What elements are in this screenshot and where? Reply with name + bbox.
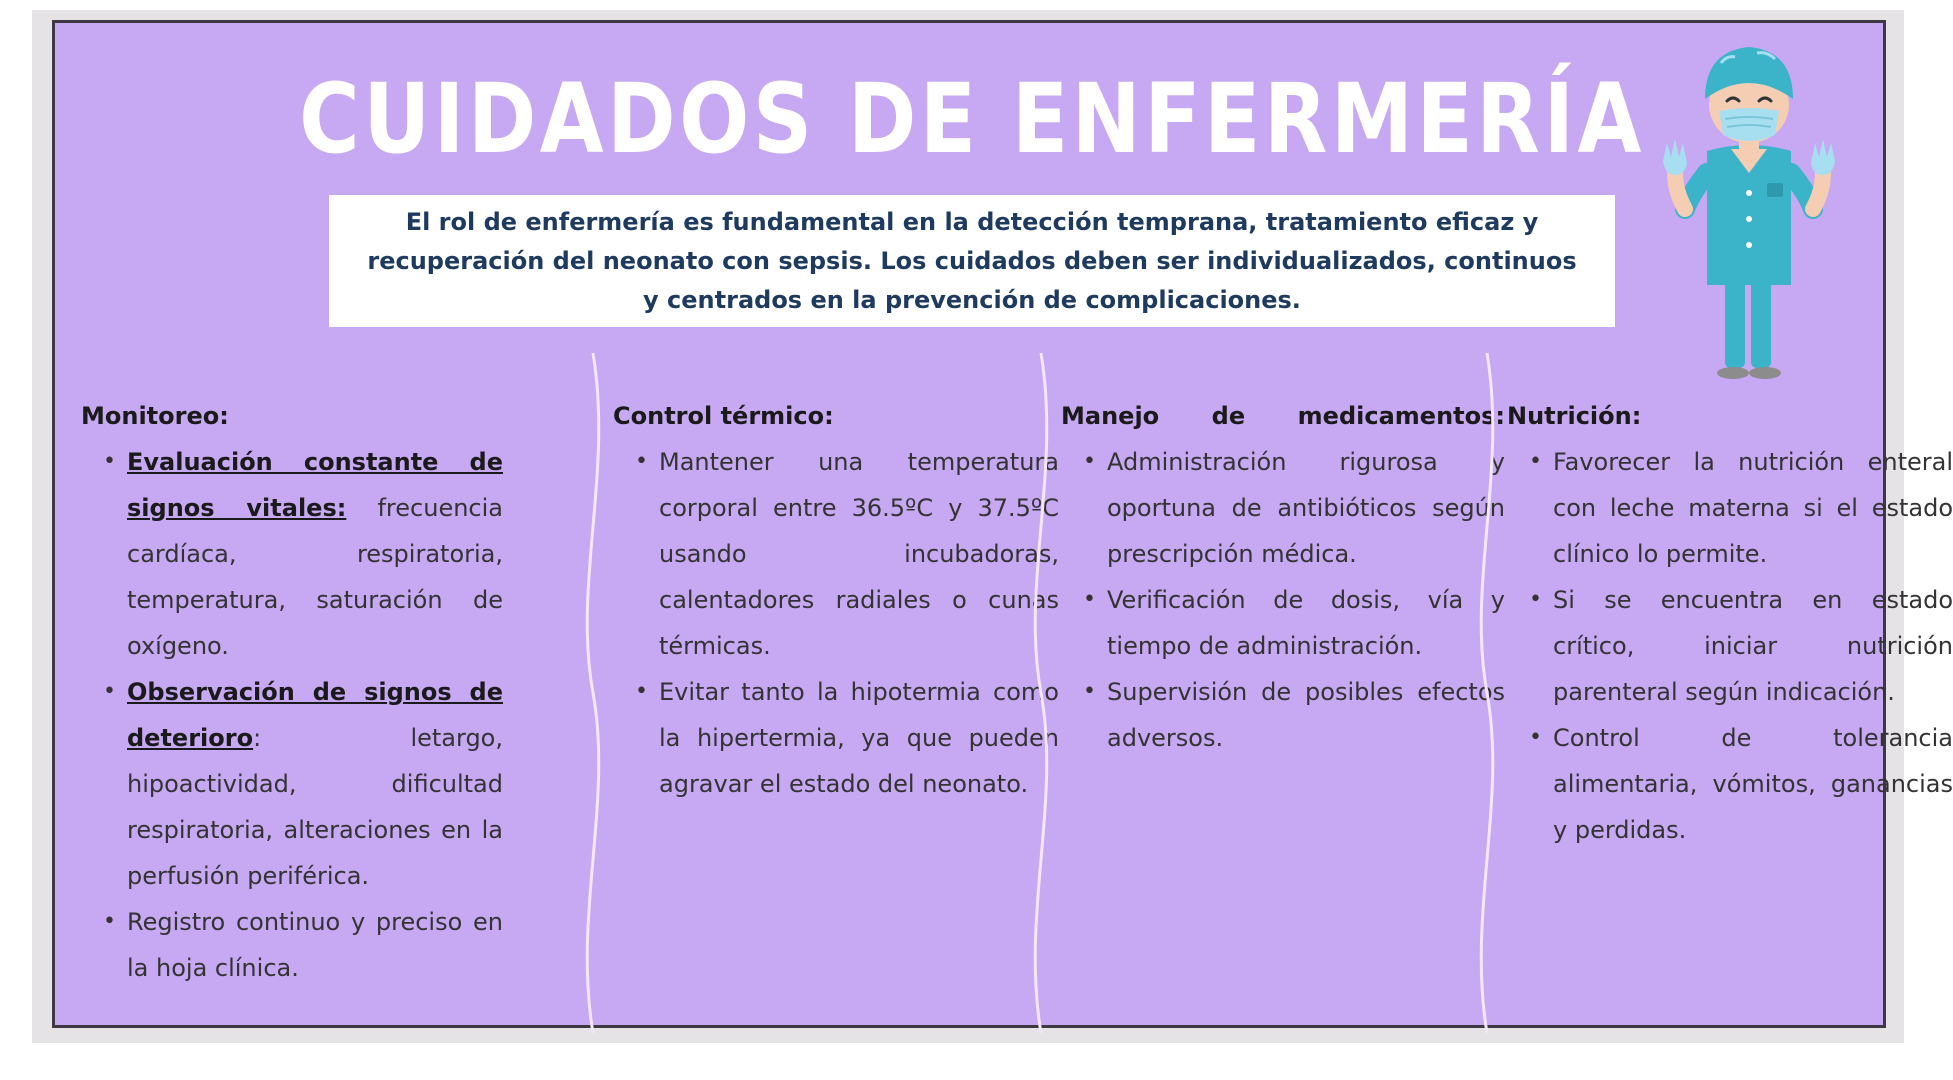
poster (52, 20, 1953, 1028)
poster-title: CUIDADOS DE ENFERMERÍA (299, 63, 1645, 175)
intro-text: El rol de enfermería es fundamental en la detección temprana, tratamiento eficaz y recuperación del neonato con sepsis. Los cuidados deben ser individualizados, continuos y centrados en la prevención de complicaciones. (367, 207, 1577, 314)
intro-box (329, 195, 1615, 327)
control-termico-list (613, 439, 1059, 807)
wavy-divider-icon (1021, 353, 1061, 1033)
list-item-text: : letargo, hipoactividad, dificultad respiratoria, alteraciones en la perfusión periférica. (127, 724, 503, 890)
column-medicamentos (1061, 393, 1505, 761)
list-item: • Favorecer la nutrición enteral con leche materna si el estado clínico lo permite. (1507, 439, 1953, 577)
list-item-text: frecuencia cardíaca, respiratoria, temperatura, saturación de oxígeno. (127, 494, 503, 660)
list-item: • Evitar tanto la hipotermia como la hipertermia, ya que pueden agravar el estado del neonato. (613, 669, 1059, 807)
list-item (81, 439, 503, 669)
medicamentos-heading: Manejo de medicamentos: (1061, 402, 1505, 430)
monitoreo-heading: Monitoreo: (81, 402, 229, 430)
list-item-lead: Observación de signos de deterioro (127, 678, 503, 752)
wavy-divider-icon (573, 353, 613, 1033)
nutricion-list (1507, 439, 1953, 853)
list-item: • Control de tolerancia alimentaria, vómitos, ganancias y perdidas. (1507, 715, 1953, 853)
column-nutricion (1507, 393, 1953, 853)
medicamentos-list (1061, 439, 1505, 761)
monitoreo-list (81, 439, 503, 991)
list-item: • Verificación de dosis, vía y tiempo de administración. (1061, 577, 1505, 669)
list-item: • Mantener una temperatura corporal entre 36.5ºC y 37.5ºC usando incubadoras, calentadores radiales o cunas térmicas. (613, 439, 1059, 669)
nutricion-heading: Nutrición: (1507, 402, 1642, 430)
list-item: • Administración rigurosa y oportuna de antibióticos según prescripción médica. (1061, 439, 1505, 577)
wavy-divider-icon (1467, 353, 1507, 1033)
nurse-illustration-icon (1645, 23, 1855, 383)
list-item: • Si se encuentra en estado crítico, iniciar nutrición parenteral según indicación. (1507, 577, 1953, 715)
column-monitoreo (81, 393, 503, 991)
list-item (81, 899, 503, 991)
control-termico-heading: Control térmico: (613, 402, 834, 430)
list-item: • Supervisión de posibles efectos adversos. (1061, 669, 1505, 761)
column-control-termico (613, 393, 1059, 807)
list-item (81, 669, 503, 899)
list-item-lead: Evaluación constante de signos vitales: (127, 448, 503, 522)
list-item-text: Registro continuo y preciso en la hoja clínica. (127, 908, 503, 982)
